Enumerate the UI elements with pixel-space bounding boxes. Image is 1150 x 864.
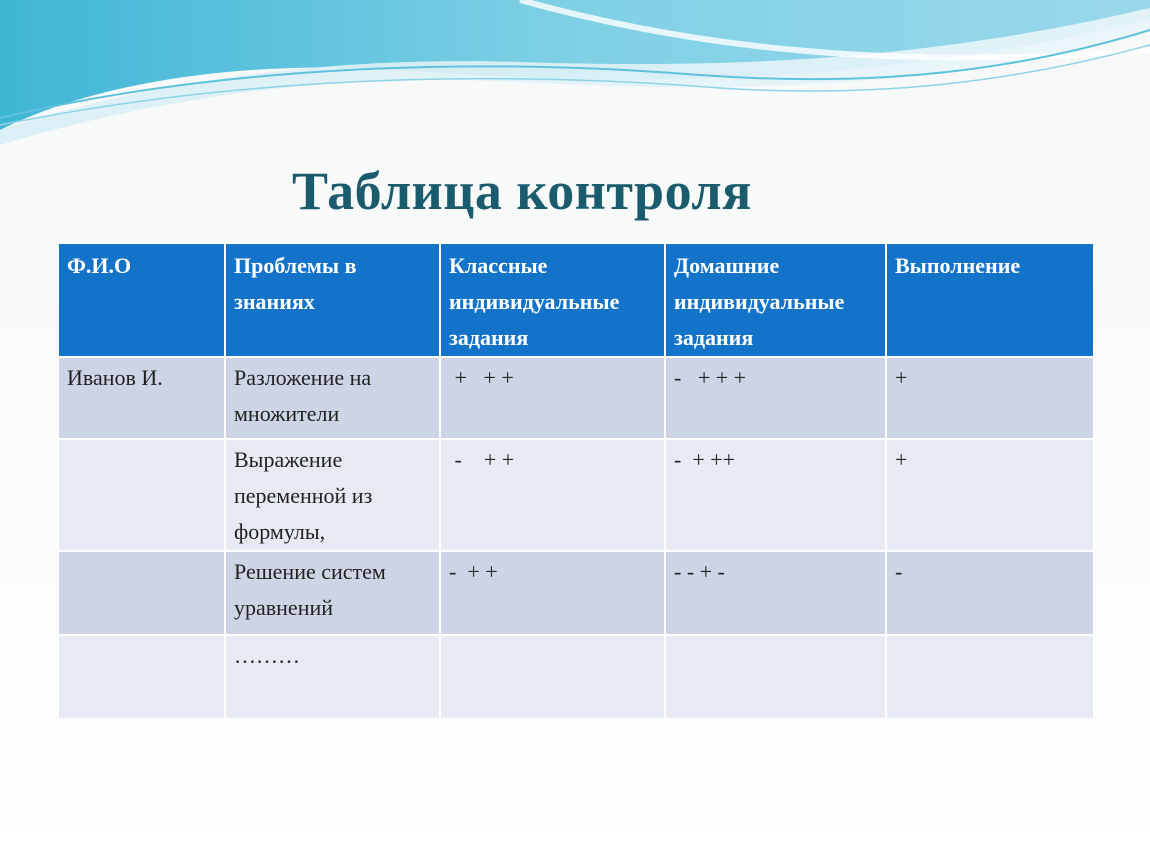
header-home-tasks: Домашние индивидуальные задания — [665, 243, 886, 357]
cell-result — [886, 635, 1094, 719]
table-row — [58, 635, 1094, 719]
header-result: Выполнение — [886, 243, 1094, 357]
table-row — [58, 357, 1094, 439]
cell-result: + — [886, 357, 1094, 439]
header-fio: Ф.И.О — [58, 243, 225, 357]
cell-problem: Решение систем уравнений — [225, 551, 440, 635]
cell-home-tasks — [665, 635, 886, 719]
cell-name — [58, 439, 225, 551]
decorative-wave-banner — [0, 0, 1150, 150]
table-header-row — [58, 243, 1094, 357]
header-class-tasks: Классные индивидуальные задания — [440, 243, 665, 357]
cell-problem: Выражение переменной из формулы, — [225, 439, 440, 551]
header-problems: Проблемы в знаниях — [225, 243, 440, 357]
cell-home-tasks: - - + - — [665, 551, 886, 635]
table-row — [58, 551, 1094, 635]
table-row — [58, 439, 1094, 551]
cell-home-tasks: - + ++ — [665, 439, 886, 551]
cell-name — [58, 635, 225, 719]
cell-problem: Разложение на множители — [225, 357, 440, 439]
cell-class-tasks: - + + — [440, 551, 665, 635]
cell-problem: ……… — [225, 635, 440, 719]
cell-home-tasks: - + + + — [665, 357, 886, 439]
cell-name: Иванов И. — [58, 357, 225, 439]
cell-class-tasks — [440, 635, 665, 719]
cell-result: + — [886, 439, 1094, 551]
cell-class-tasks: + + + — [440, 357, 665, 439]
cell-name — [58, 551, 225, 635]
slide-title: Таблица контроля — [292, 161, 752, 221]
control-table — [57, 242, 1095, 720]
cell-result: - — [886, 551, 1094, 635]
cell-class-tasks: - + + — [440, 439, 665, 551]
